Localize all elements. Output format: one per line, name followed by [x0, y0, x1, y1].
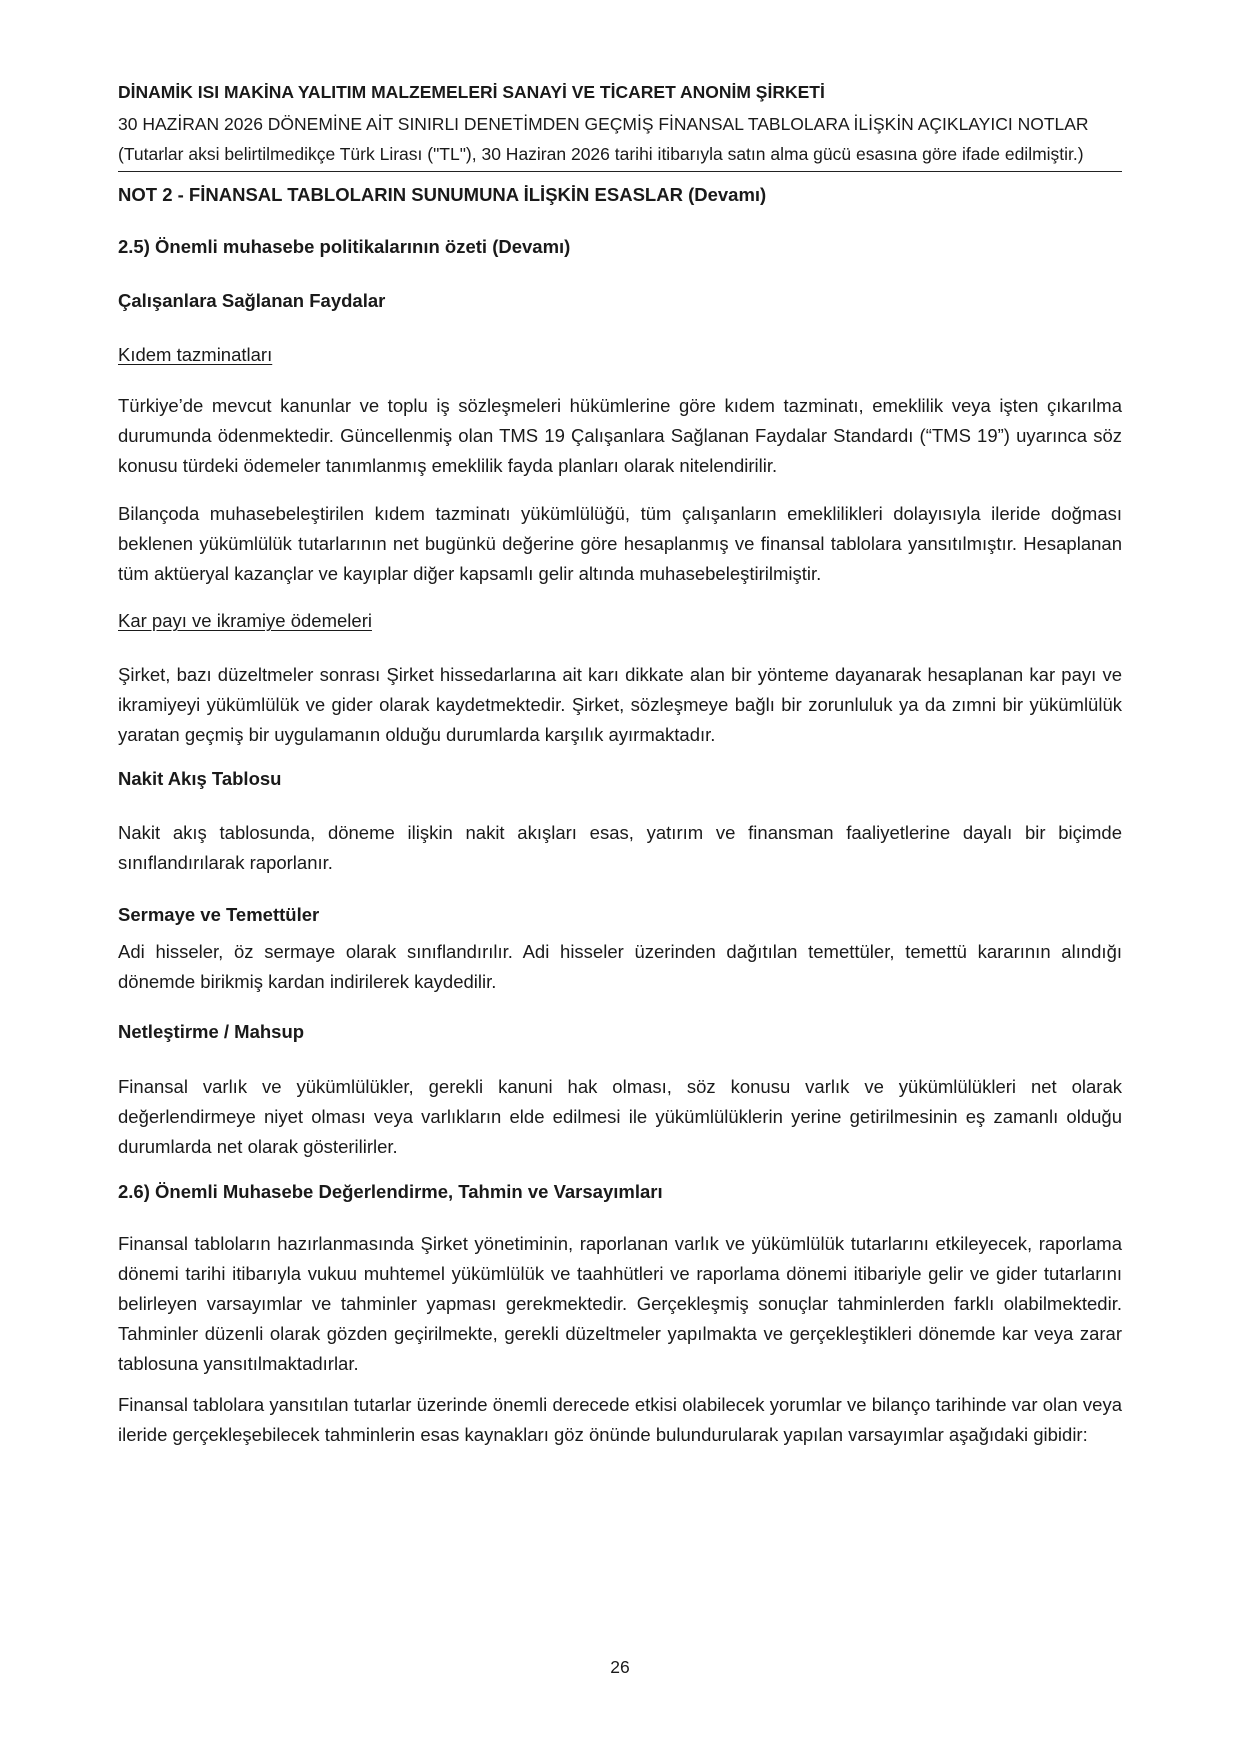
- note-title: NOT 2 - FİNANSAL TABLOLARIN SUNUMUNA İLİŞKİN ESASLAR (Devamı): [118, 184, 767, 205]
- section-heading-2-5: 2.5) Önemli muhasebe politikalarının özeti (Devamı): [118, 236, 571, 257]
- page-number: 26: [610, 1657, 630, 1677]
- severance-paragraph-2: Bilançoda muhasebeleştirilen kıdem tazminatı yükümlülüğü, tüm çalışanların emeklilikleri dolayısıyla ileride doğması beklenen yükümlülük tutarlarının net bugünkü değerine göre hesaplanmış ve finansal tablolara yansıtılmıştır. Hesaplanan tüm aktüeryal kazançlar ve kayıplar diğer kapsamlı gelir altında muhasebeleştirilmiştir.: [118, 503, 1122, 584]
- offsetting-heading: Netleştirme / Mahsup: [118, 1021, 305, 1042]
- offsetting-paragraph: Finansal varlık ve yükümlülükler, gerekli kanuni hak olması, söz konusu varlık ve yükümlülükleri net olarak değerlendirmeye niyet olması veya varlıkların elde edilmesi ile yükümlülüklerin yerine getirilmesinin eş zamanlı olduğu durumlarda net olarak gösterilirler.: [118, 1076, 1122, 1157]
- bonus-paragraph: Şirket, bazı düzeltmeler sonrası Şirket hissedarlarına ait karı dikkate alan bir yönteme dayanarak hesaplanan kar payı ve ikramiyeyi yükümlülük ve gider olarak kaydetmektedir. Şirket, sözleşmeye bağlı bir zorunluluk ya da zımni bir yükümlülük yaratan geçmiş bir uygulamanın olduğu durumlarda karşılık ayırmaktadır.: [118, 664, 1122, 745]
- estimates-paragraph-1: Finansal tabloların hazırlanmasında Şirket yönetiminin, raporlanan varlık ve yükümlülük tutarlarını etkileyecek, raporlama dönemi tarihi itibarıyla vukuu muhtemel yükümlülük ve taahhütleri ve raporlama dönemi itibariyle gelir ve gider tutarlarını belirleyen varsayımlar ve tahminler yapması gerekmektedir. Gerçekleşmiş sonuçlar tahminlerden farklı olabilmektedir. Tahminler düzenli olarak gözden geçirilmekte, gerekli düzeltmeler yapılmakta ve gerçekleştikleri dönemde kar veya zarar tablosuna yansıtılmaktadırlar.: [118, 1233, 1122, 1374]
- bonus-subheading: Kar payı ve ikramiye ödemeleri: [118, 610, 372, 631]
- cash-flow-heading: Nakit Akış Tablosu: [118, 768, 282, 789]
- capital-heading: Sermaye ve Temettüler: [118, 904, 320, 925]
- capital-paragraph: Adi hisseler, öz sermaye olarak sınıflandırılır. Adi hisseler üzerinden dağıtılan temettüler, temettü kararının alındığı dönemde birikmiş kardan indirilerek kaydedilir.: [118, 941, 1122, 992]
- company-name: DİNAMİK ISI MAKİNA YALITIM MALZEMELERİ SANAYİ VE TİCARET ANONİM ŞİRKETİ: [118, 82, 825, 102]
- employee-benefits-heading: Çalışanlara Sağlanan Faydalar: [118, 290, 386, 311]
- section-heading-2-6: 2.6) Önemli Muhasebe Değerlendirme, Tahmin ve Varsayımları: [118, 1181, 663, 1202]
- estimates-paragraph-2: Finansal tablolara yansıtılan tutarlar üzerinde önemli derecede etkisi olabilecek yorumlar ve bilanço tarihinde var olan veya ileride gerçekleşebilecek tahminlerin esas kaynakları göz önünde bulundurularak yapılan varsayımlar aşağıdaki gibidir:: [118, 1394, 1122, 1445]
- report-subtitle: 30 HAZİRAN 2026 DÖNEMİNE AİT SINIRLI DENETİMDEN GEÇMİŞ FİNANSAL TABLOLARA İLİŞKİN AÇIKLAYICI NOTLAR: [118, 114, 1089, 134]
- header-divider: [118, 171, 1122, 172]
- cash-flow-paragraph: Nakit akış tablosunda, döneme ilişkin nakit akışları esas, yatırım ve finansman faaliyetlerine dayalı bir biçimde sınıflandırılarak raporlanır.: [118, 822, 1122, 873]
- severance-paragraph-1: Türkiye’de mevcut kanunlar ve toplu iş sözleşmeleri hükümlerine göre kıdem tazminatı, emeklilik veya işten çıkarılma durumunda ödenmektedir. Güncellenmiş olan TMS 19 Çalışanlara Sağlanan Faydalar Standardı (“TMS 19”) uyarınca söz konusu türdeki ödemeler tanımlanmış emeklilik fayda planları olarak nitelendirilir.: [118, 395, 1122, 476]
- severance-subheading: Kıdem tazminatları: [118, 344, 273, 365]
- currency-note: (Tutarlar aksi belirtilmedikçe Türk Lirası ("TL"), 30 Haziran 2026 tarihi itibarıyla satın alma gücü esasına göre ifade edilmiştir.): [118, 144, 1084, 164]
